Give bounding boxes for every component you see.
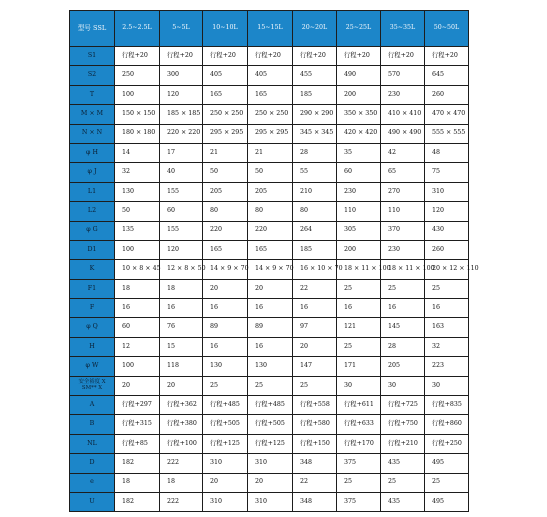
- header-corner: 型号 SSL: [70, 11, 115, 47]
- table-cell: 645: [425, 66, 469, 85]
- table-cell: 305: [337, 221, 381, 240]
- row-label: K: [70, 260, 115, 279]
- column-header: 50~50L: [425, 11, 469, 47]
- table-cell: 420 × 420: [337, 124, 381, 143]
- table-cell: 行程+315: [115, 415, 160, 434]
- table-cell: 行程+485: [248, 396, 293, 415]
- table-cell: 495: [425, 454, 469, 473]
- table-cell: 行程+170: [337, 434, 381, 453]
- table-cell: 30: [337, 376, 381, 395]
- table-cell: 16: [248, 337, 293, 356]
- table-cell: 145: [381, 318, 425, 337]
- table-cell: 行程+297: [115, 396, 160, 415]
- table-cell: 350 × 350: [337, 105, 381, 124]
- table-cell: 行程+20: [203, 47, 248, 66]
- table-cell: 16: [203, 299, 248, 318]
- table-cell: 455: [293, 66, 337, 85]
- table-cell: 270: [381, 182, 425, 201]
- table-cell: 185 × 185: [160, 105, 203, 124]
- table-cell: 40: [160, 163, 203, 182]
- row-label: D: [70, 454, 115, 473]
- table-cell: 42: [381, 143, 425, 162]
- table-row: [70, 240, 469, 259]
- table-row: [70, 337, 469, 356]
- table-cell: 行程+20: [293, 47, 337, 66]
- table-cell: 100: [115, 357, 160, 376]
- row-label: 安全裕度 X SM** X: [70, 376, 115, 395]
- table-cell: 35: [337, 143, 381, 162]
- table-cell: 165: [248, 85, 293, 104]
- table-row: [70, 182, 469, 201]
- table-cell: 行程+20: [425, 47, 469, 66]
- table-cell: 135: [115, 221, 160, 240]
- table-cell: 25: [381, 473, 425, 492]
- table-cell: 50: [115, 202, 160, 221]
- spec-table: [69, 10, 479, 512]
- table-cell: 25: [337, 279, 381, 298]
- table-cell: 100: [115, 85, 160, 104]
- table-cell: 185: [293, 240, 337, 259]
- table-cell: 17: [160, 143, 203, 162]
- table-cell: 230: [381, 240, 425, 259]
- table-cell: 495: [425, 492, 469, 511]
- table-cell: 250: [115, 66, 160, 85]
- table-row: [70, 124, 469, 143]
- row-label: A: [70, 396, 115, 415]
- table-cell: 65: [381, 163, 425, 182]
- row-label: N × N: [70, 124, 115, 143]
- table-cell: 行程+633: [337, 415, 381, 434]
- table-cell: 21: [203, 143, 248, 162]
- table-cell: 171: [337, 357, 381, 376]
- row-label: B: [70, 415, 115, 434]
- table-row: [70, 415, 469, 434]
- table-cell: 60: [160, 202, 203, 221]
- table-cell: 121: [337, 318, 381, 337]
- header-row: [70, 11, 469, 47]
- table-cell: 20: [293, 337, 337, 356]
- table-cell: 28: [381, 337, 425, 356]
- table-cell: 32: [115, 163, 160, 182]
- row-label: e: [70, 473, 115, 492]
- table-cell: 50: [248, 163, 293, 182]
- table-cell: 20 × 12 × 110: [425, 260, 469, 279]
- table-cell: 147: [293, 357, 337, 376]
- table-row: [70, 143, 469, 162]
- table-cell: 25: [381, 279, 425, 298]
- table-cell: 260: [425, 85, 469, 104]
- row-label: F: [70, 299, 115, 318]
- table-cell: 22: [293, 473, 337, 492]
- row-label: φ H: [70, 143, 115, 162]
- table-cell: 18 × 11 × 100: [337, 260, 381, 279]
- table-cell: 230: [337, 182, 381, 201]
- table-cell: 行程+20: [160, 47, 203, 66]
- column-header: 25~25L: [337, 11, 381, 47]
- table-cell: 16: [337, 299, 381, 318]
- table-row: [70, 260, 469, 279]
- table-cell: 18: [115, 279, 160, 298]
- table-cell: 15: [160, 337, 203, 356]
- table-cell: 345 × 345: [293, 124, 337, 143]
- table-cell: 行程+860: [425, 415, 469, 434]
- table-cell: 120: [160, 85, 203, 104]
- table-cell: 150 × 150: [115, 105, 160, 124]
- table-cell: 25: [248, 376, 293, 395]
- table-cell: 32: [425, 337, 469, 356]
- table-cell: 220: [248, 221, 293, 240]
- table-row: [70, 279, 469, 298]
- table-cell: 130: [248, 357, 293, 376]
- table-cell: 110: [381, 202, 425, 221]
- table-cell: 120: [425, 202, 469, 221]
- table-cell: 30: [425, 376, 469, 395]
- table-cell: 行程+580: [293, 415, 337, 434]
- table-cell: 310: [203, 454, 248, 473]
- table-cell: 21: [248, 143, 293, 162]
- table-cell: 222: [160, 454, 203, 473]
- table-cell: 20: [160, 376, 203, 395]
- table-cell: 210: [293, 182, 337, 201]
- table-row: [70, 376, 469, 395]
- table-row: [70, 473, 469, 492]
- table-cell: 12: [115, 337, 160, 356]
- table-row: [70, 434, 469, 453]
- table-cell: 行程+85: [115, 434, 160, 453]
- table-cell: 行程+125: [248, 434, 293, 453]
- row-label: L1: [70, 182, 115, 201]
- table-cell: 223: [425, 357, 469, 376]
- table-cell: 行程+250: [425, 434, 469, 453]
- table-cell: 222: [160, 492, 203, 511]
- table-cell: 20: [248, 279, 293, 298]
- table-row: [70, 454, 469, 473]
- table-cell: 310: [248, 492, 293, 511]
- table-cell: 80: [248, 202, 293, 221]
- table-cell: 80: [293, 202, 337, 221]
- table-cell: 185: [293, 85, 337, 104]
- table-cell: 220 × 220: [160, 124, 203, 143]
- table-cell: 182: [115, 454, 160, 473]
- table-cell: 250 × 250: [248, 105, 293, 124]
- table-row: [70, 85, 469, 104]
- table-cell: 555 × 555: [425, 124, 469, 143]
- table-row: [70, 105, 469, 124]
- table-row: [70, 318, 469, 337]
- row-label: L2: [70, 202, 115, 221]
- table-cell: 18: [115, 473, 160, 492]
- table-cell: 行程+725: [381, 396, 425, 415]
- table-cell: 310: [248, 454, 293, 473]
- table-cell: 25: [203, 376, 248, 395]
- table-row: [70, 163, 469, 182]
- table-cell: 435: [381, 454, 425, 473]
- table-cell: 行程+20: [337, 47, 381, 66]
- row-label: S1: [70, 47, 115, 66]
- row-label: φ J: [70, 163, 115, 182]
- table-cell: 18: [160, 473, 203, 492]
- table-cell: 89: [248, 318, 293, 337]
- table-cell: 295 × 295: [203, 124, 248, 143]
- table-cell: 25: [337, 473, 381, 492]
- row-label: φ G: [70, 221, 115, 240]
- table-cell: 200: [337, 240, 381, 259]
- column-header: 2.5~2.5L: [115, 11, 160, 47]
- table-cell: 16: [381, 299, 425, 318]
- table-cell: 470 × 470: [425, 105, 469, 124]
- table-cell: 25: [425, 473, 469, 492]
- table-cell: 200: [337, 85, 381, 104]
- row-label: H: [70, 337, 115, 356]
- table-cell: 行程+125: [203, 434, 248, 453]
- table-cell: 165: [248, 240, 293, 259]
- table-cell: 行程+558: [293, 396, 337, 415]
- table-cell: 48: [425, 143, 469, 162]
- table-cell: 60: [337, 163, 381, 182]
- table-cell: 370: [381, 221, 425, 240]
- row-label: T: [70, 85, 115, 104]
- table-cell: 行程+210: [381, 434, 425, 453]
- table-cell: 25: [337, 337, 381, 356]
- table-cell: 行程+750: [381, 415, 425, 434]
- table-cell: 76: [160, 318, 203, 337]
- table-cell: 16 × 10 × 70: [293, 260, 337, 279]
- table-cell: 20: [115, 376, 160, 395]
- table-cell: 375: [337, 492, 381, 511]
- table-cell: 100: [115, 240, 160, 259]
- table-cell: 行程+505: [203, 415, 248, 434]
- table-cell: 97: [293, 318, 337, 337]
- table-cell: 行程+380: [160, 415, 203, 434]
- table-cell: 155: [160, 221, 203, 240]
- row-label: D1: [70, 240, 115, 259]
- table-cell: 行程+611: [337, 396, 381, 415]
- table-cell: 205: [203, 182, 248, 201]
- table-cell: 165: [203, 240, 248, 259]
- table-cell: 295 × 295: [248, 124, 293, 143]
- table-row: [70, 66, 469, 85]
- table-row: [70, 47, 469, 66]
- table-cell: 行程+835: [425, 396, 469, 415]
- column-header: 35~35L: [381, 11, 425, 47]
- table-cell: 405: [203, 66, 248, 85]
- table-cell: 260: [425, 240, 469, 259]
- table-header: [70, 11, 469, 47]
- table-cell: 230: [381, 85, 425, 104]
- table-cell: 16: [248, 299, 293, 318]
- table-cell: 163: [425, 318, 469, 337]
- table-cell: 310: [425, 182, 469, 201]
- column-header: 10~10L: [203, 11, 248, 47]
- table-cell: 435: [381, 492, 425, 511]
- table-cell: 264: [293, 221, 337, 240]
- table-cell: 50: [203, 163, 248, 182]
- row-label: φ W: [70, 357, 115, 376]
- table-cell: 行程+20: [248, 47, 293, 66]
- table-cell: 行程+150: [293, 434, 337, 453]
- table-cell: 182: [115, 492, 160, 511]
- column-header: 20~20L: [293, 11, 337, 47]
- table-cell: 310: [203, 492, 248, 511]
- table-row: [70, 396, 469, 415]
- row-label: NL: [70, 434, 115, 453]
- table-cell: 16: [293, 299, 337, 318]
- table-cell: 18: [160, 279, 203, 298]
- table-cell: 75: [425, 163, 469, 182]
- table-cell: 120: [160, 240, 203, 259]
- table-cell: 16: [203, 337, 248, 356]
- table-cell: 155: [160, 182, 203, 201]
- table-cell: 290 × 290: [293, 105, 337, 124]
- table-cell: 375: [337, 454, 381, 473]
- table-cell: 80: [203, 202, 248, 221]
- row-label: F1: [70, 279, 115, 298]
- table-cell: 405: [248, 66, 293, 85]
- table-cell: 490 × 490: [381, 124, 425, 143]
- table-cell: 行程+100: [160, 434, 203, 453]
- table-cell: 14: [115, 143, 160, 162]
- table-cell: 118: [160, 357, 203, 376]
- table-cell: 220: [203, 221, 248, 240]
- table-cell: 348: [293, 454, 337, 473]
- table-cell: 行程+362: [160, 396, 203, 415]
- table-cell: 250 × 250: [203, 105, 248, 124]
- table-cell: 行程+20: [381, 47, 425, 66]
- table-cell: 130: [203, 357, 248, 376]
- table-row: [70, 357, 469, 376]
- table-cell: 180 × 180: [115, 124, 160, 143]
- row-label: U: [70, 492, 115, 511]
- table-cell: 130: [115, 182, 160, 201]
- table-cell: 430: [425, 221, 469, 240]
- table-cell: 10 × 8 × 45: [115, 260, 160, 279]
- table-cell: 18 × 11 × 100: [381, 260, 425, 279]
- table-cell: 16: [160, 299, 203, 318]
- table-cell: 300: [160, 66, 203, 85]
- table-cell: 205: [381, 357, 425, 376]
- table-body: [70, 47, 479, 512]
- table-row: [70, 299, 469, 318]
- table-cell: 25: [293, 376, 337, 395]
- table-cell: 行程+20: [115, 47, 160, 66]
- table-cell: 410 × 410: [381, 105, 425, 124]
- table-cell: 14 × 9 × 70: [203, 260, 248, 279]
- table-cell: 12 × 8 × 50: [160, 260, 203, 279]
- table-cell: 205: [248, 182, 293, 201]
- table-cell: 490: [337, 66, 381, 85]
- row-label: φ Q: [70, 318, 115, 337]
- table-row: [70, 492, 469, 511]
- table-cell: 55: [293, 163, 337, 182]
- table-cell: 30: [381, 376, 425, 395]
- table-cell: 20: [203, 279, 248, 298]
- table-cell: 16: [115, 299, 160, 318]
- table-cell: 60: [115, 318, 160, 337]
- table-cell: 16: [425, 299, 469, 318]
- table-cell: 20: [248, 473, 293, 492]
- table-cell: 570: [381, 66, 425, 85]
- column-header: 5~5L: [160, 11, 203, 47]
- column-header: 15~15L: [248, 11, 293, 47]
- row-label: S2: [70, 66, 115, 85]
- table-cell: 20: [203, 473, 248, 492]
- table-cell: 22: [293, 279, 337, 298]
- table-cell: 348: [293, 492, 337, 511]
- row-label: M × M: [70, 105, 115, 124]
- table-row: [70, 221, 469, 240]
- table-cell: 25: [425, 279, 469, 298]
- table-cell: 89: [203, 318, 248, 337]
- table-cell: 14 × 9 × 70: [248, 260, 293, 279]
- table-cell: 行程+505: [248, 415, 293, 434]
- table-row: [70, 202, 469, 221]
- table-cell: 110: [337, 202, 381, 221]
- table-cell: 行程+485: [203, 396, 248, 415]
- table-cell: 165: [203, 85, 248, 104]
- table-cell: 28: [293, 143, 337, 162]
